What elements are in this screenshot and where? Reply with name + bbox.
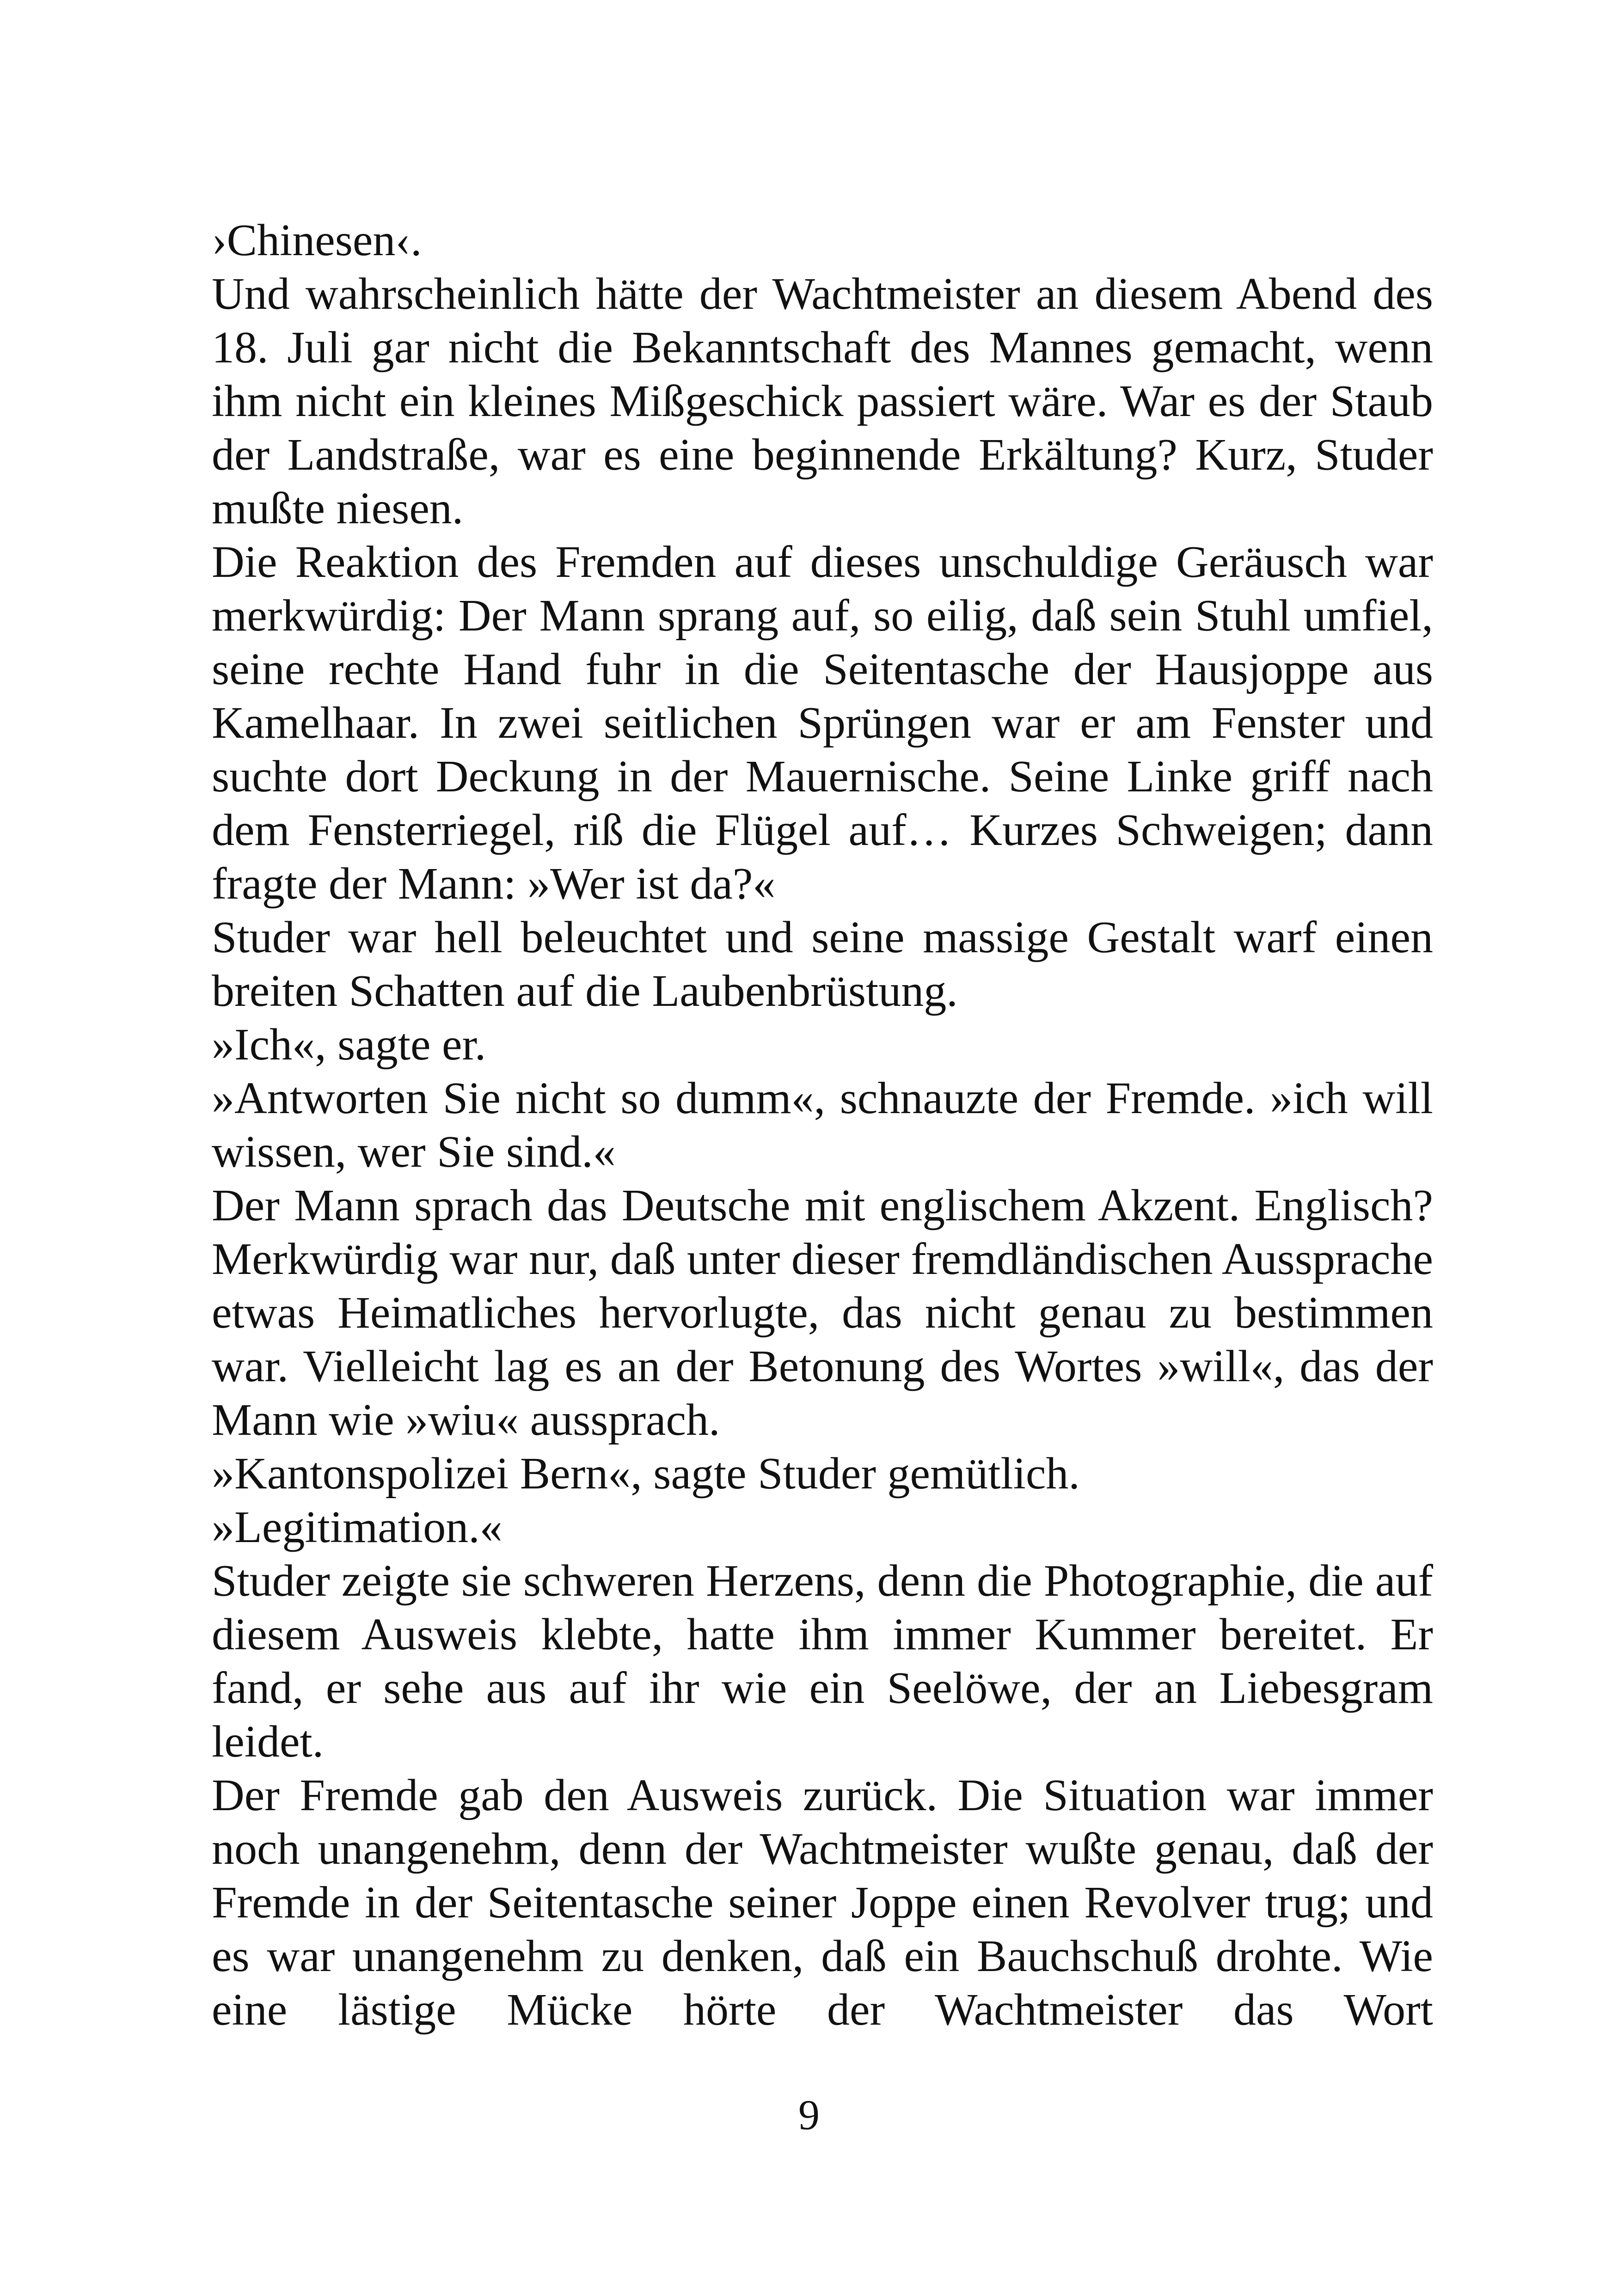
- paragraph-6: »Antworten Sie nicht so dumm«, schnauzte der Fremde. »ich will wissen, wer Sie sind.«: [212, 1073, 1433, 1177]
- paragraph-4: Studer war hell beleuchtet und seine massige Gestalt warf einen breiten Schatten auf die Laubenbrüstung.: [212, 912, 1433, 1016]
- paragraph-3: Die Reaktion des Fremden auf dieses unschuldige Geräusch war merkwürdig: Der Mann sprang auf, so eilig, daß sein Stuhl umfiel, seine rechte Hand fuhr in die Seitentasche der Hausjoppe aus Kamelhaar. In zwei seitlichen Sprüngen war er am Fenster und suchte dort Deckung in der Mauernische. Seine Linke griff nach dem Fensterriegel, riß die Flügel auf… Kurzes Schweigen; dann fragte der Mann: »Wer ist da?«: [212, 537, 1433, 909]
- paragraph-8: »Kantonspolizei Bern«, sagte Studer gemütlich.: [212, 1449, 1080, 1499]
- paragraph-5: »Ich«, sagte er.: [212, 1020, 486, 1070]
- page-number: 9: [798, 2091, 820, 2138]
- paragraph-11: Der Fremde gab den Ausweis zurück. Die Situation war immer noch unangenehm, denn der Wachtmeister wußte genau, daß der Fremde in der Seitentasche seiner Joppe einen Revolver trug; und es war unangenehm zu denken, daß ein Bauchschuß drohte. Wie eine lästige Mücke hörte der Wachtmeister das Wort: [212, 1770, 1433, 2035]
- paragraph-7: Der Mann sprach das Deutsche mit englischem Akzent. Englisch? Merkwürdig war nur, daß unter dieser fremdländischen Aussprache etwas Heimatliches hervorlugte, das nicht genau zu bestimmen war. Vielleicht lag es an der Betonung des Wortes »will«, das der Mann wie »wiu« aussprach.: [212, 1181, 1433, 1445]
- paragraph-1: ›Chinesen‹.: [212, 215, 422, 265]
- paragraph-10: Studer zeigte sie schweren Herzens, denn die Photographie, die auf diesem Ausweis klebte, hatte ihm immer Kummer bereitet. Er fand, er sehe aus auf ihr wie ein Seelöwe, der an Liebesgram leidet.: [212, 1556, 1433, 1767]
- paragraph-9: »Legitimation.«: [212, 1502, 503, 1552]
- body-text: [212, 214, 1433, 2037]
- paragraph-2: Und wahrscheinlich hätte der Wachtmeister an diesem Abend des 18. Juli gar nicht die Bekanntschaft des Mannes gemacht, wenn ihm nicht ein kleines Mißgeschick passiert wäre. War es der Staub der Landstraße, war es eine beginnende Erkältung? Kurz, Studer mußte niesen.: [212, 269, 1433, 533]
